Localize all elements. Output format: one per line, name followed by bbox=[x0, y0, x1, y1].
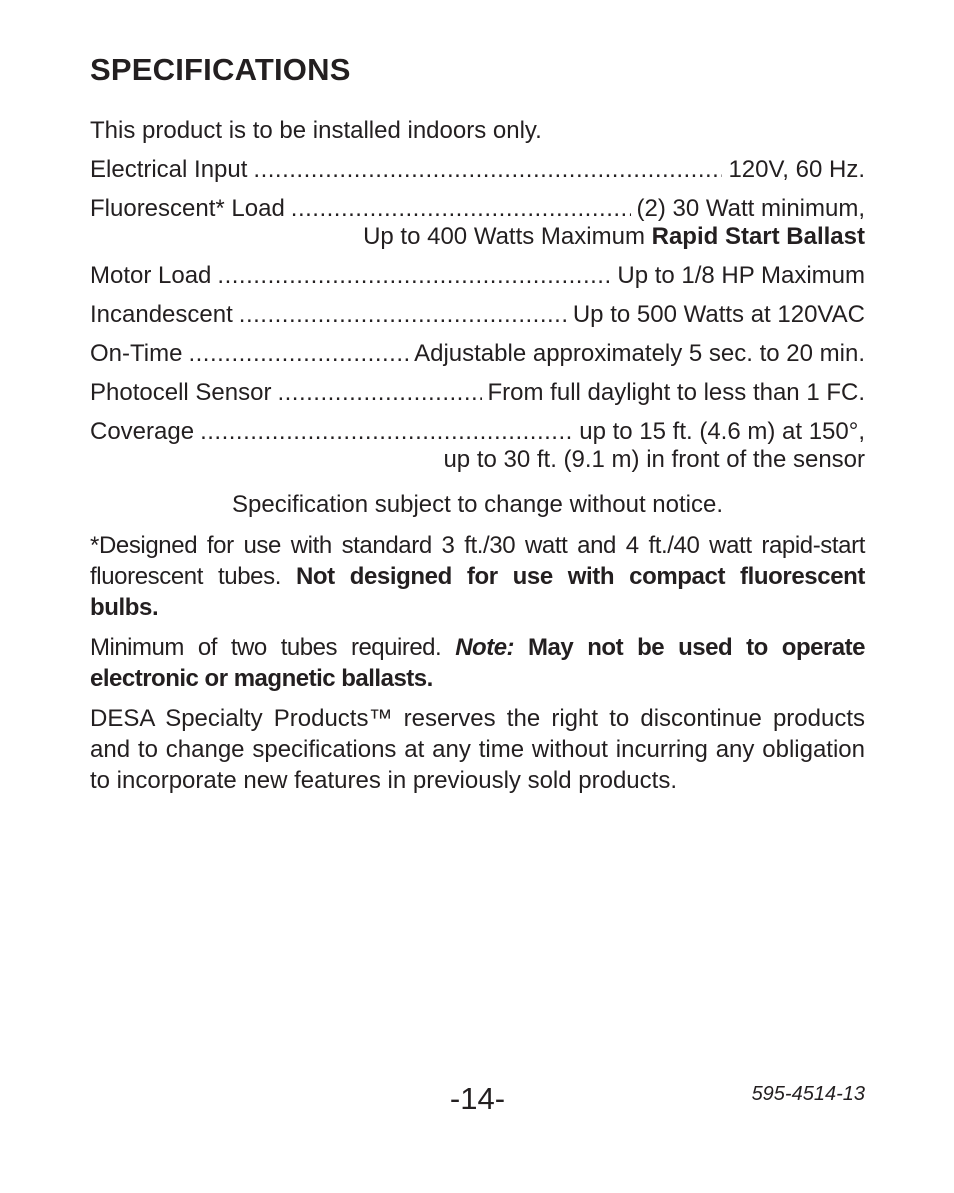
spec-photocell-sensor bbox=[90, 378, 865, 408]
rights-paragraph: DESA Specialty Products™ reserves the right to discontinue products and to change specifications at any time without incurring any obligation to incorporate new features in previously sold products. bbox=[90, 705, 865, 794]
spec-electrical-input bbox=[90, 155, 865, 185]
spec-on-time bbox=[90, 339, 865, 369]
intro-text: This product is to be installed indoors only. bbox=[90, 117, 542, 144]
spec-value: up to 15 ft. (4.6 m) at 150°, bbox=[579, 418, 865, 445]
spec-incandescent bbox=[90, 300, 865, 330]
spec-extra-bold: Rapid Start Ballast bbox=[651, 223, 865, 250]
dot-leader bbox=[277, 378, 481, 408]
spec-label: On-Time bbox=[90, 340, 183, 367]
spec-value: 120V, 60 Hz. bbox=[728, 156, 865, 183]
spec-value: Up to 500 Watts at 120VAC bbox=[572, 301, 865, 328]
spec-value: Adjustable approximately 5 sec. to 20 min. bbox=[414, 340, 865, 367]
spec-label: Incandescent bbox=[90, 301, 233, 328]
spec-label: Fluorescent* Load bbox=[90, 195, 285, 222]
spec-fluorescent-load bbox=[90, 194, 865, 252]
change-notice: Specification subject to change without notice. bbox=[232, 491, 723, 518]
spec-label: Photocell Sensor bbox=[90, 379, 272, 406]
dot-leader bbox=[291, 194, 631, 224]
spec-value: From full daylight to less than 1 FC. bbox=[487, 379, 865, 406]
dot-leader bbox=[217, 261, 611, 291]
minimum-paragraph bbox=[90, 632, 865, 694]
spec-extra-text: Up to 400 Watts Maximum bbox=[363, 223, 652, 250]
spec-label: Electrical Input bbox=[90, 156, 248, 183]
ballast-warning: May not be used to operate electronic or magnetic ballasts. bbox=[90, 634, 865, 692]
dot-leader bbox=[200, 417, 573, 447]
spec-extra-text: up to 30 ft. (9.1 m) in front of the sensor bbox=[443, 446, 865, 473]
dot-leader bbox=[239, 300, 567, 330]
footnote-text: *Designed for use with standard 3 ft./30 watt and 4 ft./40 watt rapid-start fluorescent tubes. bbox=[90, 532, 865, 590]
dot-leader bbox=[188, 339, 408, 369]
spec-extra bbox=[90, 222, 865, 252]
page-heading: SPECIFICATIONS bbox=[90, 52, 351, 87]
spec-extra bbox=[90, 445, 865, 475]
manual-page bbox=[90, 0, 865, 1193]
minimum-text: Minimum of two tubes required. bbox=[90, 634, 456, 661]
note-label: Note: bbox=[455, 634, 515, 661]
spec-value: Up to 1/8 HP Maximum bbox=[617, 262, 865, 289]
page-number: -14- bbox=[449, 1081, 506, 1116]
footnote-paragraph bbox=[90, 530, 865, 623]
dot-leader bbox=[253, 155, 722, 185]
spec-label: Motor Load bbox=[90, 262, 212, 289]
spec-coverage bbox=[90, 417, 865, 475]
spec-value: (2) 30 Watt minimum, bbox=[636, 195, 865, 222]
spec-list bbox=[90, 155, 865, 475]
document-number: 595-4514-13 bbox=[751, 1083, 865, 1105]
spec-label: Coverage bbox=[90, 418, 195, 445]
footnote-warning: Not designed for use with compact fluorescent bulbs. bbox=[90, 563, 865, 621]
spec-motor-load bbox=[90, 261, 865, 291]
